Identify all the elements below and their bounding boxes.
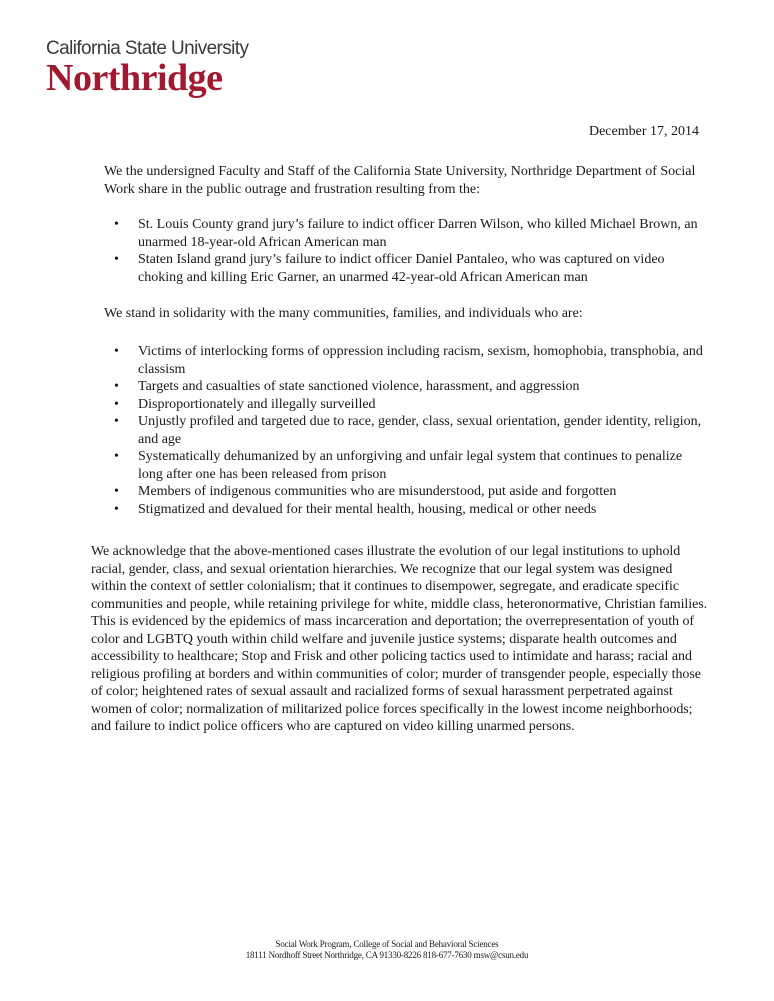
acknowledgement-paragraph: We acknowledge that the above-mentioned cases illustrate the evolution of our legal institutions to uphold racial, gender, class, and sexual orientation hierarchies. We recognize that our legal system was designed within the context of settler colonialism; that it continues to disempower, segregate, and eradicate specific communities and people, while retaining privilege for white, middle class, heteronormative, Christian families. This is evidenced by the epidemics of mass incarceration and deportation; the overrepresentation of youth of color and LGBTQ youth within child welfare and juvenile justice systems; disparate health outcomes and accessibility to healthcare; Stop and Frisk and other policing tactics used to intimidate and harass; racial and religious profiling at borders and within communities of color; murder of transgender people, especially those of color; heightened rates of sexual assault and racialized forms of sexual harassment perpetrated against women of color; normalization of militarized police forces specifically in the lowest income neighborhoods; and failure to indict police officers who are captured on video killing unarmed persons. <box>91 544 708 734</box>
list-item: • Targets and casualties of state sanctioned violence, harassment, and aggression <box>114 378 704 396</box>
list-item: • Members of indigenous communities who are misunderstood, put aside and forgotten <box>114 483 704 501</box>
footer-program: Social Work Program, College of Social and Behavioral Sciences <box>275 939 499 949</box>
footer-address: 18111 Nordhoff Street Northridge, CA 91330-8226 818-677-7630 msw@csun.edu <box>245 950 529 960</box>
page-footer <box>0 939 774 961</box>
letter-date: December 17, 2014 <box>588 124 699 139</box>
university-logo <box>46 38 256 98</box>
solidarity-intro: We stand in solidarity with the many communities, families, and individuals who are: <box>104 306 583 321</box>
list-item: • Victims of interlocking forms of oppression including racism, sexism, homophobia, transphobia, and classism <box>114 343 704 378</box>
logo-campus-name: Northridge <box>46 57 223 99</box>
list-item: • Stigmatized and devalued for their mental health, housing, medical or other needs <box>114 501 704 519</box>
list-item: • Systematically dehumanized by an unforgiving and unfair legal system that continues to penalize long after one has been released from prison <box>114 448 704 483</box>
cases-list <box>114 216 704 286</box>
intro-paragraph: We the undersigned Faculty and Staff of the California State University, Northridge Department of Social Work share in the public outrage and frustration resulting from the: <box>104 164 696 197</box>
list-item: • Staten Island grand jury’s failure to indict officer Daniel Pantaleo, who was captured on video choking and killing Eric Garner, an unarmed 42-year-old African American man <box>114 251 704 286</box>
solidarity-list <box>114 343 704 518</box>
list-item: • Disproportionately and illegally surveilled <box>114 396 704 414</box>
list-item: • St. Louis County grand jury’s failure to indict officer Darren Wilson, who killed Michael Brown, an unarmed 18-year-old African American man <box>114 216 704 251</box>
list-item: • Unjustly profiled and targeted due to race, gender, class, sexual orientation, gender identity, religion, and age <box>114 413 704 448</box>
logo-university-name: California State University <box>46 38 249 59</box>
